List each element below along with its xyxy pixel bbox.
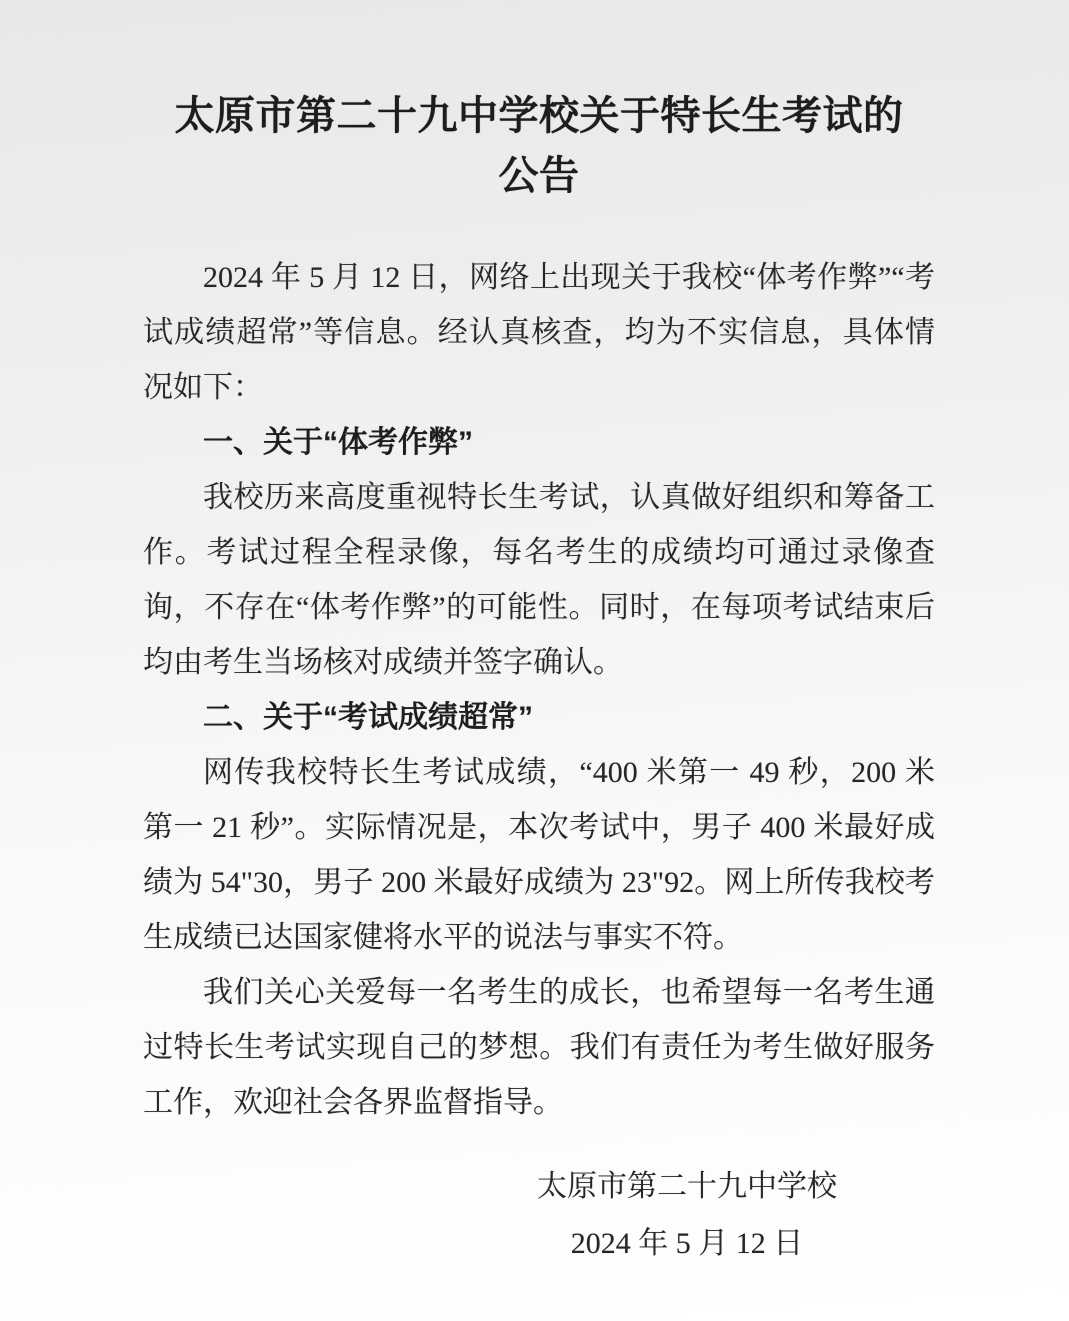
intro-paragraph: 2024 年 5 月 12 日，网络上出现关于我校“体考作弊”“考试成绩超常”等信息。经认真核查，均为不实信息，具体情况如下：: [143, 261, 935, 404]
signature-date: 2024 年 5 月 12 日: [570, 1227, 804, 1260]
signature-block: [487, 1158, 887, 1272]
document-body: [143, 250, 935, 1130]
section-2-paragraph: 网传我校特长生考试成绩，“400 米第一 49 秒，200 米第一 21 秒”。实际情况是，本次考试中，男子 400 米最好成绩为 54"30，男子 200 米最好成绩为 23"92。网上所传我校考生成绩已达国家健将水平的说法与事实不符。: [143, 756, 935, 954]
closing-paragraph: 我们关心关爱每一名考生的成长，也希望每一名考生通过特长生考试实现自己的梦想。我们有责任为考生做好服务工作，欢迎社会各界监督指导。: [143, 976, 935, 1119]
signature-school-name: 太原市第二十九中学校: [537, 1170, 837, 1203]
section-2-heading: 二、关于“考试成绩超常”: [203, 701, 533, 734]
section-1-heading: 一、关于“体考作弊”: [203, 426, 473, 459]
section-1-paragraph: 我校历来高度重视特长生考试，认真做好组织和筹备工作。考试过程全程录像，每名考生的成绩均可通过录像查询，不存在“体考作弊”的可能性。同时，在每项考试结束后均由考生当场核对成绩并签字确认。: [143, 481, 935, 679]
document-title: 太原市第二十九中学校关于特长生考试的公告: [174, 93, 904, 198]
